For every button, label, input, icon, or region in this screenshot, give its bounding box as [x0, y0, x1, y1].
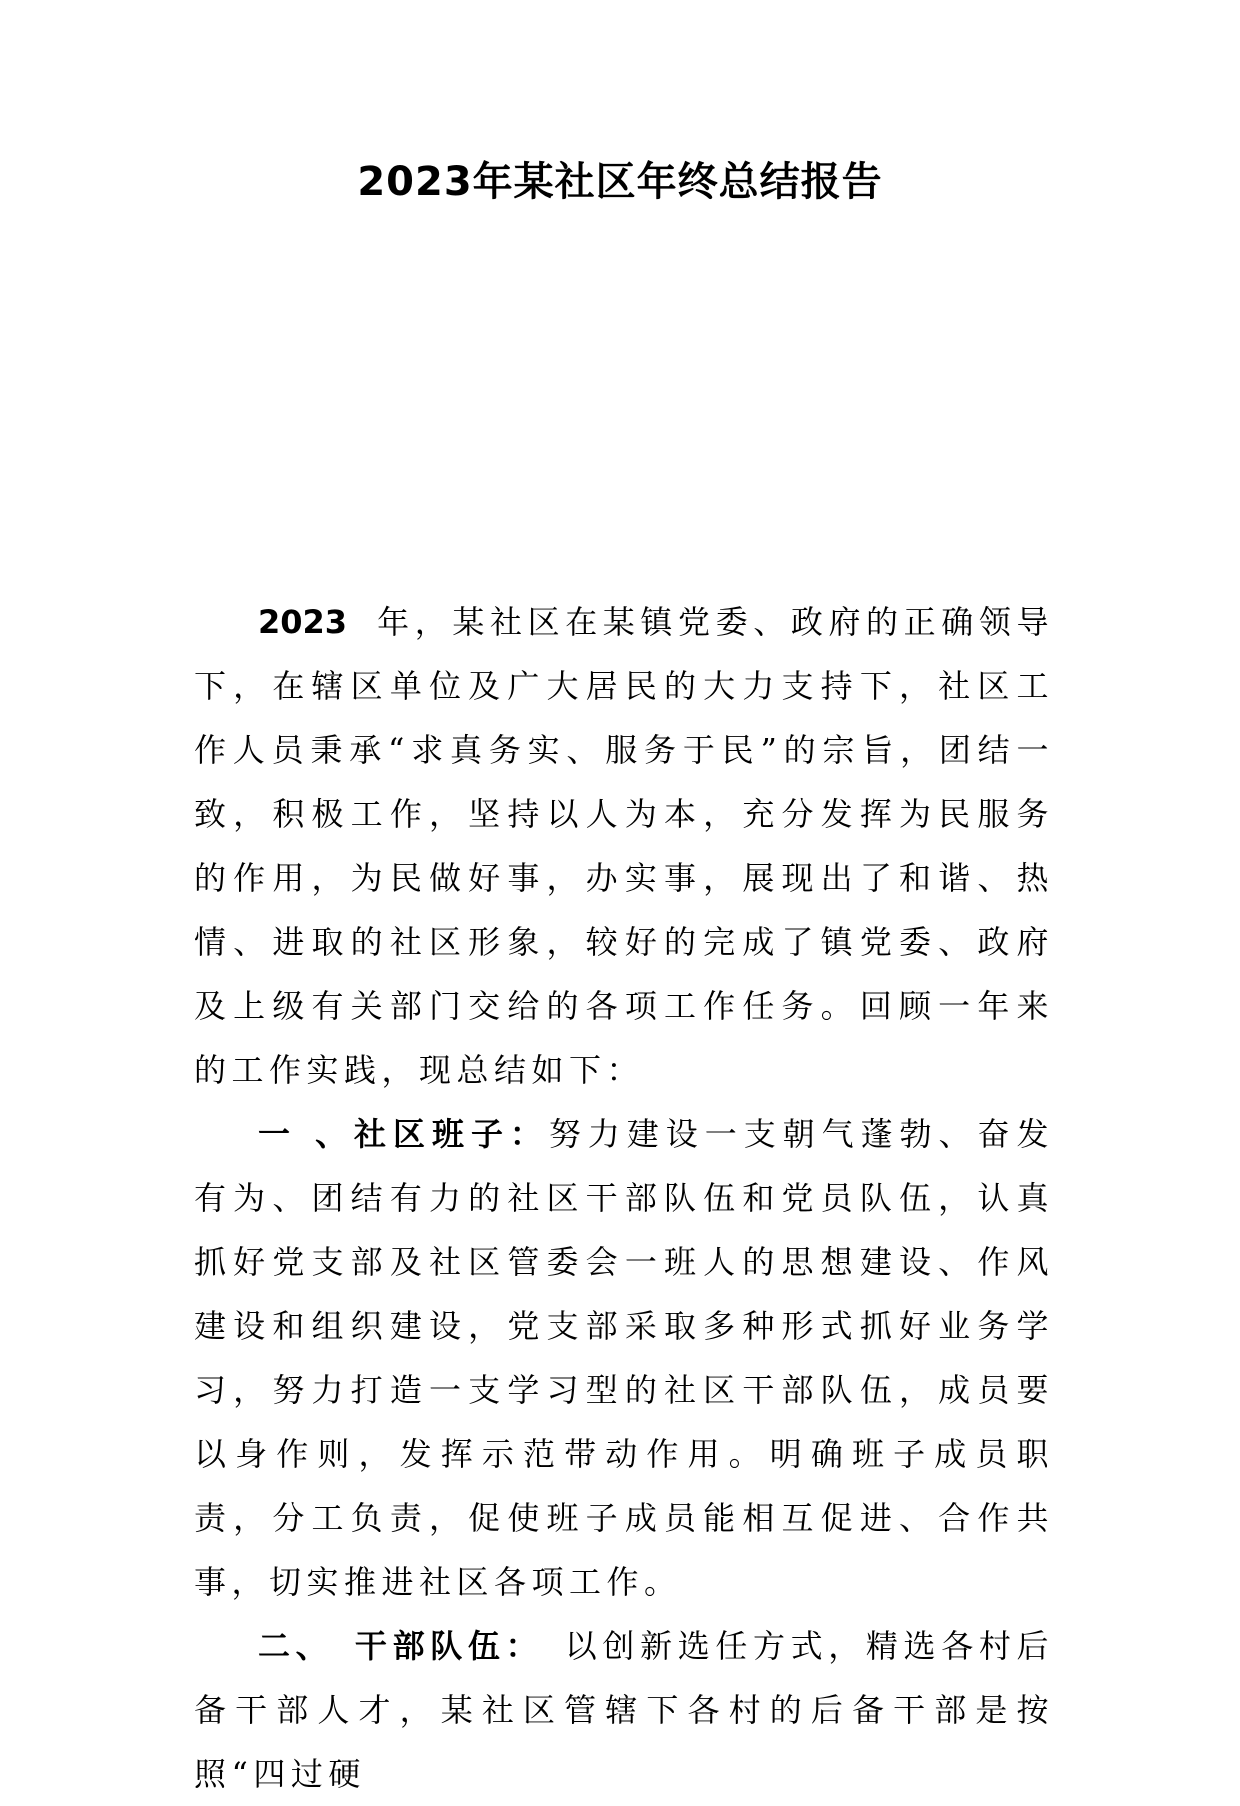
- document-title: 2023年某社区年终总结报告: [357, 159, 883, 205]
- section-2-paragraph: [194, 1614, 1054, 1806]
- section-2-heading: 二、 干部队伍：: [258, 1627, 528, 1665]
- section-1-paragraph: [194, 1102, 1054, 1614]
- section-1-text: 努力建设一支朝气蓬勃、奋发有为、团结有力的社区干部队伍和党员队伍，认真抓好党支部及社区管委会一班人的思想建设、作风建设和组织建设，党支部采取多种形式抓好业务学习，努力打造一支学习型的社区干部队伍，成员要以身作则，发挥示范带动作用。明确班子成员职责，分工负责，促使班子成员能相互促进、合作共事，切实推进社区各项工作。: [194, 1115, 1054, 1601]
- section-2-text: 以创新选任方式，精选各村后备干部人才，某社区管辖下各村的后备干部是按照“四过硬: [194, 1627, 1054, 1793]
- intro-text: 年，某社区在某镇党委、政府的正确领导下，在辖区单位及广大居民的大力支持下，社区工作人员秉承“求真务实、服务于民”的宗旨，团结一致，积极工作，坚持以人为本，充分发挥为民服务的作用，为民做好事，办实事，展现出了和谐、热情、进取的社区形象，较好的完成了镇党委、政府及上级有关部门交给的各项工作任务。回顾一年来的工作实践，现总结如下：: [194, 603, 1054, 1089]
- intro-paragraph: [194, 590, 1054, 1102]
- document-body: [194, 590, 1054, 1806]
- intro-year: 2023: [258, 603, 348, 641]
- section-1-heading: 一 、社区班子：: [258, 1115, 549, 1153]
